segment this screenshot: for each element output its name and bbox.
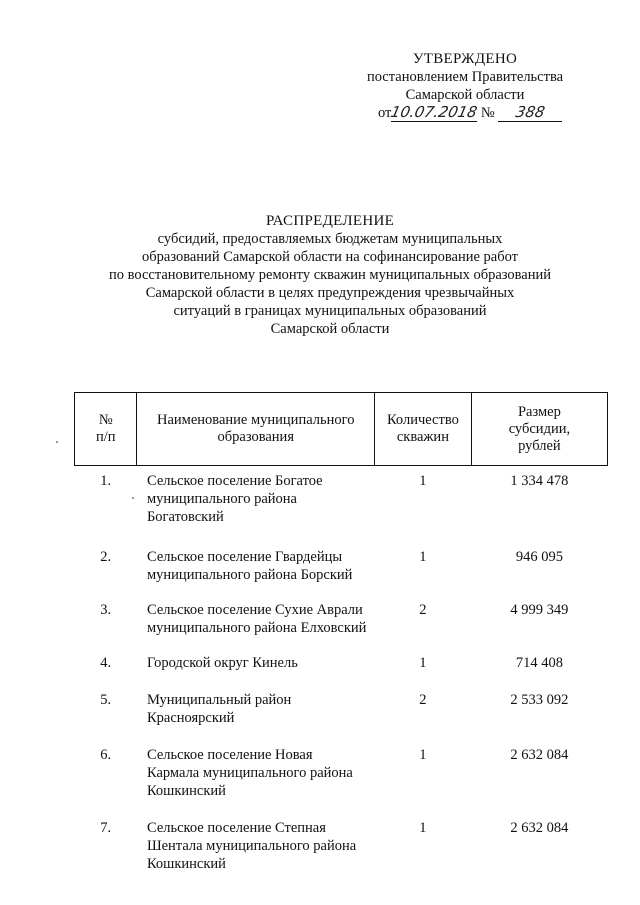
row-qty: 2 [419, 692, 427, 708]
table-row [75, 819, 608, 875]
row-qty: 1 [419, 655, 427, 671]
approval-title: УТВЕРЖДЕНО [412, 51, 518, 67]
heading-line: по восстановительному ремонту скважин муниципальных образований [108, 267, 552, 283]
document-heading [60, 212, 600, 338]
row-name: Сельское поселение Сухие Аврали муниципального района Елховский [146, 602, 367, 636]
table-row [75, 548, 608, 601]
row-num: 7. [100, 820, 112, 836]
table-row [75, 746, 608, 819]
heading-line: Самарской области в целях предупреждения чрезвычайных [145, 285, 515, 301]
date-field [389, 103, 480, 122]
row-amount: 2 533 092 [510, 692, 569, 708]
row-num: 5. [100, 692, 112, 708]
approval-line-1: постановлением Правительства [366, 69, 564, 85]
row-qty: 2 [419, 602, 427, 618]
row-num: 4. [100, 655, 112, 671]
row-num: 6. [100, 747, 112, 763]
row-qty: 1 [419, 473, 427, 489]
row-name: Сельское поселение Степная Шентала муниципального района Кошкинский [146, 820, 357, 872]
row-amount: 2 632 084 [510, 747, 569, 763]
row-name: Муниципальный район Красноярский [146, 692, 292, 726]
table-row [75, 466, 608, 549]
handwritten-date: 10.07.2018 [389, 103, 480, 121]
distribution-table [74, 392, 608, 875]
table-header-row [75, 393, 608, 466]
row-qty: 1 [419, 820, 427, 836]
row-num: 3. [100, 602, 112, 618]
date-prefix: от [378, 105, 392, 121]
row-amount: 714 408 [515, 655, 563, 671]
heading-line: ситуаций в границах муниципальных образований [173, 303, 487, 319]
row-amount: 4 999 349 [510, 602, 569, 618]
heading-line: субсидий, предоставляемых бюджетам муниципальных [157, 231, 503, 247]
number-sign: № [480, 105, 495, 121]
row-qty: 1 [419, 549, 427, 565]
heading-line: Самарской области [270, 321, 390, 337]
heading-title: РАСПРЕДЕЛЕНИЕ [265, 213, 395, 229]
row-amount: 2 632 084 [510, 820, 569, 836]
table-row [75, 654, 608, 691]
approval-block [350, 50, 580, 122]
scan-speck [56, 441, 58, 443]
heading-line: образований Самарской области на софинансирование работ [142, 249, 518, 265]
number-field [498, 104, 562, 122]
row-name: Сельское поселение Гвардейцы муниципального района Борский [146, 549, 353, 583]
row-qty: 1 [419, 747, 427, 763]
row-num: 1. [100, 473, 112, 489]
table-row [75, 691, 608, 746]
row-name: Сельское поселение Новая Кармала муниципального района Кошкинский [146, 747, 353, 799]
row-num: 2. [100, 549, 112, 565]
row-name: Сельское поселение Богатое муниципального района Богатовский [146, 473, 323, 525]
row-name: Городской округ Кинель [146, 655, 298, 671]
row-amount: 946 095 [515, 549, 563, 565]
table-row [75, 601, 608, 654]
header-amount: Размер субсидии, рублей [471, 393, 607, 466]
header-name: Наименование муниципального образования [137, 393, 375, 466]
handwritten-number: 388 [514, 103, 547, 121]
approval-line-2: Самарской области [405, 87, 525, 103]
approval-date-line [350, 104, 580, 122]
scan-speck [132, 497, 134, 499]
header-num: № п/п [75, 393, 137, 466]
row-amount: 1 334 478 [510, 473, 569, 489]
header-qty: Количество скважин [375, 393, 472, 466]
